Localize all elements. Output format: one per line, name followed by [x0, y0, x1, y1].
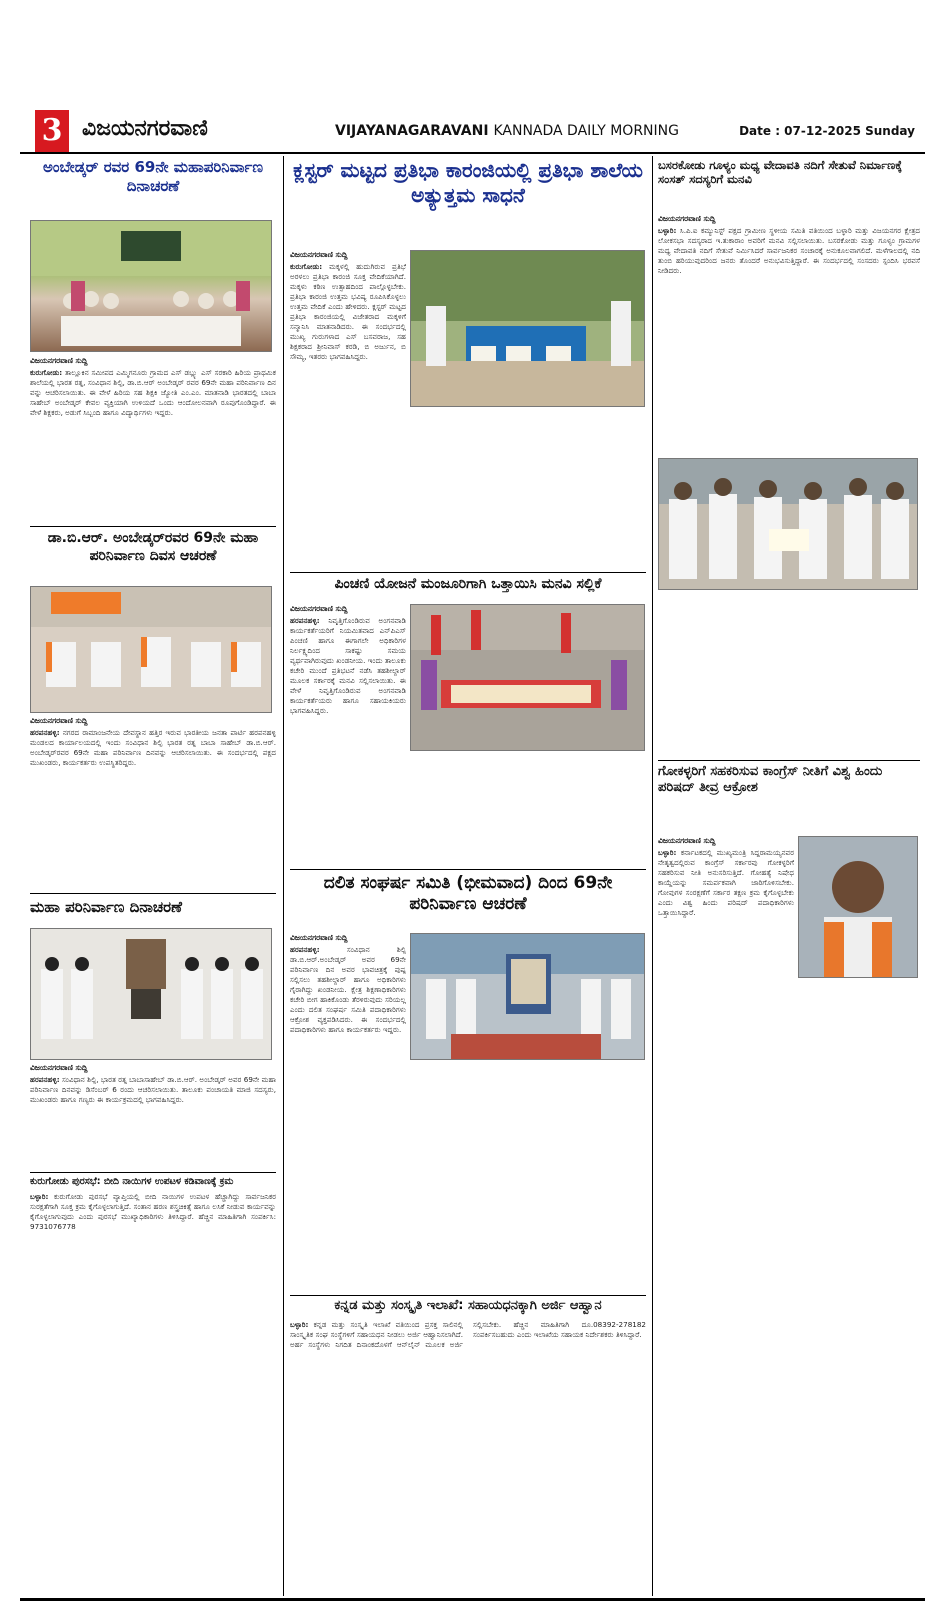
divider: [290, 572, 646, 573]
article-bridge-petition: [658, 158, 920, 758]
masthead-title-english-name: VIJAYANAGARAVANI: [335, 123, 489, 139]
headline: ಕುರುಗೋಡು ಪುರಸಭೆ: ಬೀದಿ ನಾಯಿಗಳ ಉಪಟಳ ಕಡಿವಾಣಕ್ಕೆ ಕ್ರಮ: [30, 1176, 234, 1187]
article-text: ತಾಲ್ಲೂಕಿನ ಸಮೀಪದ ಎಮ್ಮಿಗನೂರು ಗ್ರಾಮದ ಎಸ್ ಡಬ್ಲ್ಯು ಎಸ್ ಸರಕಾರಿ ಹಿರಿಯ ಪ್ರಾಥಮಿಕ ಶಾಲೆಯಲ್ಲಿ ಭಾರತ ರತ್ನ, ಸಂವಿಧಾನ ಶಿಲ್ಪಿ, ಡಾ.ಬಿ.ಆರ್ ಅಂಬೇಡ್ಕರ್ ರವರ 69ನೇ ಮಹಾ ಪರಿನಿರ್ವಾಣ ದಿನ ವನ್ನು ಆಚರಿಸಲಾಯಿತು. ಈ ವೇಳೆ ಹಿರಿಯ ಸಹ ಶಿಕ್ಷಕಿ ಜ್ಯೋತಿ ಎಂ.ಎಂ. ಮಾತನಾಡಿ ಭಾರತದಲ್ಲಿ ಬಾಬಾ ಸಾಹೇಬ್ ಅಂಬೇಡ್ಕರ್ ಕೇವಲ ವ್ಯಕ್ತಿಯಾಗಿ ಉಳಿಯದೆ ಒಂದು ಆಂದೋಲನವಾಗಿ ರೂಪುಗೊಂಡಿದ್ದಾರೆ. ಈ ವೇಳೆ ಶಿಕ್ಷಕರು, ಅಡುಗೆ ಸಿಬ್ಬಂದಿ ಹಾಗೂ ವಿದ್ಯಾರ್ಥಿಗಳು ಇದ್ದರು.: [30, 368, 276, 417]
headline: ಕನ್ನಡ ಮತ್ತು ಸಂಸ್ಕೃತಿ ಇಲಾಖೆ: ಸಹಾಯಧನಕ್ಕಾಗಿ ಅರ್ಜಿ ಆಹ್ವಾನ: [334, 1298, 602, 1313]
article-ambedkar-bjp: [30, 530, 276, 890]
article-pension-petition: [290, 576, 646, 866]
byline: ವಿಜಯನಗರವಾಣಿ ಸುದ್ದಿ: [30, 1063, 88, 1072]
dateline: ಬಳ್ಳಾರಿ:: [658, 848, 677, 857]
dateline: ಬಳ್ಳಾರಿ:: [30, 1191, 49, 1201]
article-body: [30, 728, 276, 768]
article-body: [290, 616, 406, 716]
party-office-image: [31, 587, 271, 712]
article-body: [30, 368, 276, 418]
vhp-leader-photo: [798, 836, 918, 978]
parinirvana-image: [31, 929, 271, 1059]
article-body: [290, 262, 406, 362]
divider: [290, 1295, 646, 1296]
divider: [658, 760, 920, 761]
article-parinirvana: [30, 898, 276, 1168]
article-body: [290, 1320, 646, 1350]
bridge-petition-photo: [658, 458, 918, 590]
dateline: ಬಳ್ಳಾರಿ:: [658, 226, 677, 235]
dateline: ಹರಪನಹಳ್ಳಿ:: [290, 616, 320, 625]
pratibha-karanji-image: [411, 251, 644, 406]
bottom-rule: [20, 1598, 925, 1601]
byline: ವಿಜಯನಗರವಾಣಿ ಸುದ್ದಿ: [658, 214, 716, 223]
column-rule: [652, 156, 653, 1596]
parinirvana-photo: [30, 928, 272, 1060]
headline: ಪಿಂಚಣಿ ಯೋಜನೆ ಮಂಜೂರಿಗಾಗಿ ಒತ್ತಾಯಿಸಿ ಮನವಿ ಸಲ್ಲಿಕೆ: [334, 576, 602, 592]
pension-protest-image: [411, 605, 644, 750]
headline: ಕ್ಲಸ್ಟರ್ ಮಟ್ಟದ ಪ್ರತಿಭಾ ಕಾರಂಜಿಯಲ್ಲಿ ಪ್ರತಿಭಾ ಶಾಲೆಯ ಅತ್ಯುತ್ತಮ ಸಾಧನೆ: [293, 158, 643, 207]
article-body: [290, 945, 406, 1035]
masthead: [20, 110, 925, 152]
divider: [290, 869, 646, 870]
vhp-leader-image: [799, 837, 917, 977]
column-rule: [283, 156, 284, 1596]
pratibha-karanji-photo: [410, 250, 645, 407]
article-text: ನಗರದ ರಾಮಾಂಜನೇಯ ದೇವಸ್ಥಾನ ಹತ್ತಿರ ಇರುವ ಭಾರತೀಯ ಜನತಾ ಪಾರ್ಟಿ ಹರಪನಹಳ್ಳಿ ಮಂಡಲದ ಕಾರ್ಯಾಲಯದಲ್ಲಿ ಇಂದು ಸಂವಿಧಾನ ಶಿಲ್ಪಿ ಭಾರತ ರತ್ನ ಬಾಬಾ ಸಾಹೇಬ್ ಡಾ.ಬಿ.ಆರ್. ಅಂಬೇಡ್ಕರ್‌ರವರ 69ನೇ ಮಹಾ ಪರಿನಿರ್ವಾಣ ದಿನವನ್ನು ಆಚರಿಸಲಾಯಿತು. ಈ ಸಂದರ್ಭದಲ್ಲಿ ಪಕ್ಷದ ಮುಖಂಡರು, ಕಾರ್ಯಕರ್ತರು ಉಪಸ್ಥಿತರಿದ್ದರು.: [30, 728, 276, 767]
byline: ವಿಜಯನಗರವಾಣಿ ಸುದ್ದಿ: [30, 716, 88, 725]
headline: ಮಹಾ ಪರಿನಿರ್ವಾಣ ದಿನಾಚರಣೆ: [30, 898, 183, 916]
article-text: ಕನ್ನಡ ಮತ್ತು ಸಂಸ್ಕೃತಿ ಇಲಾಖೆ ವತಿಯಿಂದ ಪ್ರಸಕ್ತ ಸಾಲಿನಲ್ಲಿ ಸಾಂಸ್ಕೃತಿಕ ಸಂಘ ಸಂಸ್ಥೆಗಳಿಗೆ ಸಹಾಯಧನ ನೀಡಲು ಅರ್ಜಿ ಆಹ್ವಾನಿಸಲಾಗಿದೆ. ಅರ್ಹ ಸಂಸ್ಥೆಗಳು ನಿಗದಿತ ದಿನಾಂಕದೊಳಗೆ ಆನ್‌ಲೈನ್ ಮೂಲಕ ಅರ್ಜಿ ಸಲ್ಲಿಸಬೇಕು. ಹೆಚ್ಚಿನ ಮಾಹಿತಿಗಾಗಿ ದೂ.08392-278182 ಸಂಪರ್ಕಿಸಬಹುದು ಎಂದು ಇಲಾಖೆಯ ಸಹಾಯಕ ನಿರ್ದೇಶಕರು ತಿಳಿಸಿದ್ದಾರೆ.: [290, 1320, 646, 1350]
article-text: ಸಂವಿಧಾನ ಶಿಲ್ಪಿ ಡಾ.ಬಿ.ಆರ್.ಅಂಬೇಡ್ಕರ್ ಅವರ 69ನೇ ಪರಿನಿರ್ವಾಣ ದಿನ ಅವರ ಭಾವಚಿತ್ರಕ್ಕೆ ಪುಷ್ಪ ಸಲ್ಲಿಸಲು ತಹಶೀಲ್ದಾರ್ ಹಾಗೂ ಅಧಿಕಾರಿಗಳು ಗೈರಾಗಿದ್ದು ಖಂಡನೀಯ. ಕ್ಷೇತ್ರ ಶಿಕ್ಷಣಾಧಿಕಾರಿಗಳು ಕಚೇರಿ ಬೀಗ ಹಾಕಿಕೊಂಡು ತೆರಳಿರುವುದು ಸರಿಯಲ್ಲ ಎಂದು ದಲಿತ ಸಂಘರ್ಷ ಸಮಿತಿ ಪದಾಧಿಕಾರಿಗಳು ಆಕ್ರೋಶ ವ್ಯಕ್ತಪಡಿಸಿದರು. ಈ ಸಂದರ್ಭದಲ್ಲಿ ಪದಾಧಿಕಾರಿಗಳು ಹಾಗೂ ಕಾರ್ಯಕರ್ತರು ಇದ್ದರು.: [290, 945, 406, 1034]
dateline: ಹರಪನಹಳ್ಳಿ:: [30, 728, 60, 737]
dateline: ಹರಪನಹಳ್ಳಿ:: [290, 945, 320, 954]
byline: ವಿಜಯನಗರವಾಣಿ ಸುದ್ದಿ: [290, 250, 348, 259]
article-stray-dogs: [30, 1176, 276, 1596]
masthead-title-english: [335, 123, 679, 139]
headline: ಡಾ.ಬಿ.ಆರ್. ಅಂಬೇಡ್ಕರ್‌ರವರ 69ನೇ ಮಹಾ ಪರಿನಿರ್ವಾಣ ದಿವಸ ಆಚರಣೆ: [47, 530, 259, 564]
headline: ಗೋಕಳ್ಳರಿಗೆ ಸಹಕರಿಸುವ ಕಾಂಗ್ರೆಸ್ ನೀತಿಗೆ ವಿಶ್ವ ಹಿಂದು ಪರಿಷದ್ ತೀವ್ರ ಆಕ್ರೋಶ: [658, 764, 883, 796]
byline: ವಿಜಯನಗರವಾಣಿ ಸುದ್ದಿ: [290, 604, 348, 613]
article-dss-parinirvana: [290, 873, 646, 1203]
article-culture-grant: [290, 1298, 646, 1596]
article-text: ಕರ್ನಾಟಕದಲ್ಲಿ ಮುಖ್ಯಮಂತ್ರಿ ಸಿದ್ದರಾಮಯ್ಯನವರ ನೇತೃತ್ವದಲ್ಲಿರುವ ಕಾಂಗ್ರೆಸ್ ಸರ್ಕಾರವು ಗೋಕಳ್ಳರಿಗೆ ಸಹಕರಿಸುವ ನೀತಿ ಅನುಸರಿಸುತ್ತಿದೆ. ಗೋಹತ್ಯೆ ನಿಷೇಧ ಕಾಯ್ದೆಯನ್ನು ಸಮರ್ಪಕವಾಗಿ ಜಾರಿಗೊಳಿಸಬೇಕು. ಗೋವುಗಳ ಸಂರಕ್ಷಣೆಗೆ ಸರ್ಕಾರ ತಕ್ಷಣ ಕ್ರಮ ಕೈಗೊಳ್ಳಬೇಕು ಎಂದು ವಿಶ್ವ ಹಿಂದು ಪರಿಷದ್ ಪದಾಧಿಕಾರಿಗಳು ಒತ್ತಾಯಿಸಿದ್ದಾರೆ.: [658, 848, 794, 917]
school-event-photo: [30, 220, 272, 352]
article-ambedkar-69: [30, 158, 276, 523]
article-text: ನಿವೃತ್ತಿಗೊಂಡಿರುವ ಅಂಗನವಾಡಿ ಕಾರ್ಯಕರ್ತೆಯರಿಗೆ ನಿಯಮಿತವಾದ ಎನ್‌ಪಿಎಸ್ ಪಿಂಚಣಿ ಹಾಗೂ ಈಗಾಗಲೇ ಅಧಿಕಾರಿಗಳ ನಿರ್ಲಕ್ಷ್ಯದಿಂದ ಸಾಕಷ್ಟು ಸಮಯ ವ್ಯರ್ಥವಾಗಿರುವುದು ಖಂಡನೀಯ. ಇಂದು ತಾಲೂಕು ಕಚೇರಿ ಮುಂದೆ ಪ್ರತಿಭಟನೆ ನಡೆಸಿ ತಹಶೀಲ್ದಾರ್ ಮೂಲಕ ಸರ್ಕಾರಕ್ಕೆ ಮನವಿ ಸಲ್ಲಿಸಲಾಯಿತು. ಈ ವೇಳೆ ನಿವೃತ್ತಿಗೊಂಡಿರುವ ಅಂಗನವಾಡಿ ಕಾರ್ಯಕರ್ತೆಯರು ಹಾಗೂ ಸಹಾಯಕಿಯರು ಭಾಗವಹಿಸಿದ್ದರು.: [290, 616, 406, 715]
article-text: ಮಕ್ಕಳಲ್ಲಿ ಹುದುಗಿರುವ ಪ್ರತಿಭೆ ಅರಳಲು ಪ್ರತಿಭಾ ಕಾರಂಜಿ ಸೂಕ್ತ ವೇದಿಕೆಯಾಗಿದೆ. ಮಕ್ಕಳು ಕಠಿಣ ಉತ್ಸಾಹದಿಂದ ಪಾಲ್ಗೊಳ್ಳಬೇಕು. ಪ್ರತಿಭಾ ಕಾರಂಜಿ ಉತ್ತಮ ಭವಿಷ್ಯ ರೂಪಿಸಿಕೊಳ್ಳಲು ಉತ್ತಮ ವೇದಿಕೆ ಎಂದು ಹೇಳಿದರು. ಕ್ಲಸ್ಟರ್ ಮಟ್ಟದ ಪ್ರತಿಭಾ ಕಾರಂಜಿಯಲ್ಲಿ ವಿಜೇತರಾದ ಮಕ್ಕಳಿಗೆ ಸನ್ಮಾನಿಸಿ ಮಾತನಾಡಿದರು. ಈ ಸಂದರ್ಭದಲ್ಲಿ ಮುಖ್ಯ ಗುರುಗಳಾದ ಎಸ್ ಬಸವರಾಜ, ಸಹ ಶಿಕ್ಷಕರಾದ ಶ್ರೀನಿವಾಸ್ ಕರಡಿ, ಬಿ ಅರ್ಜುನ, ಬಿ ಸೌಮ್ಯ, ಇತರರು ಭಾಗವಹಿಸಿದ್ದರು.: [290, 262, 406, 361]
dateline: ಕುರುಗೋಡು:: [290, 262, 323, 271]
bridge-petition-image: [659, 459, 917, 589]
dss-event-photo: [410, 933, 645, 1060]
pension-protest-photo: [410, 604, 645, 751]
masthead-subtitle: KANNADA DAILY MORNING: [493, 123, 679, 139]
masthead-date: Date : 07-12-2025 Sunday: [739, 124, 915, 138]
divider: [30, 526, 276, 527]
article-vhp-protest: [658, 764, 920, 1596]
masthead-rule: [20, 152, 925, 154]
dss-event-image: [411, 934, 644, 1059]
dateline: ಬಳ್ಳಾರಿ:: [290, 1320, 309, 1330]
article-text: ಸಿ.ಪಿ.ಐ ಕಮ್ಯುನಿಸ್ಟ್ ಪಕ್ಷದ ಗ್ರಾಮೀಣ ಸ್ಥಳೀಯ ಸಮಿತಿ ವತಿಯಿಂದ ಬಳ್ಳಾರಿ ಮತ್ತು ವಿಜಯನಗರ ಕ್ಷೇತ್ರದ ಲೋಕಸಭಾ ಸದಸ್ಯರಾದ ಇ.ತುಕಾರಾಂ ಅವರಿಗೆ ಮನವಿ ಸಲ್ಲಿಸಲಾಯಿತು. ಬಸರಕೋಡು ಮತ್ತು ಗೂಳ್ಯಂ ಗ್ರಾಮಗಳ ಮಧ್ಯ ವೇದಾವತಿ ನದಿಗೆ ಸೇತುವೆ ನಿರ್ಮಿಸಿದರೆ ಸಾರ್ವಜನಿಕರ ಸಂಚಾರಕ್ಕೆ ಅನುಕೂಲವಾಗಲಿದೆ. ಮಳೆಗಾಲದಲ್ಲಿ ನದಿ ತುಂಬಿ ಹರಿಯುವುದರಿಂದ ಜನರು ತೊಂದರೆ ಅನುಭವಿಸುತ್ತಿದ್ದಾರೆ. ಈ ಸಂದರ್ಭದಲ್ಲಿ ಸಂಸದರು ಸ್ಪಂದಿಸಿ ಭರವಸೆ ನೀಡಿದರು.: [658, 226, 920, 275]
article-body: [30, 1192, 276, 1232]
divider: [30, 1172, 276, 1173]
byline: ವಿಜಯನಗರವಾಣಿ ಸುದ್ದಿ: [290, 933, 348, 942]
headline: ದಲಿತ ಸಂಘರ್ಷ ಸಮಿತಿ (ಭೀಮವಾದ) ದಿಂದ 69ನೇ ಪರಿನಿರ್ವಾಣ ಆಚರಣೆ: [323, 873, 613, 915]
article-text: ಕುರುಗೋಡು ಪುರಸಭೆ ವ್ಯಾಪ್ತಿಯಲ್ಲಿ ಬೀದಿ ನಾಯಿಗಳ ಉಪಟಳ ಹೆಚ್ಚಾಗಿದ್ದು ಸಾರ್ವಜನಿಕರ ಸುರಕ್ಷತೆಗಾಗಿ ಸೂಕ್ತ ಕ್ರಮ ಕೈಗೊಳ್ಳಲಾಗುತ್ತಿದೆ. ಸಂತಾನ ಹರಣ ಶಸ್ತ್ರಚಿಕಿತ್ಸೆ ಹಾಗೂ ಲಸಿಕೆ ನೀಡುವ ಕಾರ್ಯವನ್ನು ಕೈಗೊಳ್ಳಲಾಗುವುದು ಎಂದು ಪುರಸಭೆ ಮುಖ್ಯಾಧಿಕಾರಿಗಳು ತಿಳಿಸಿದ್ದಾರೆ. ಹೆಚ್ಚಿನ ಮಾಹಿತಿಗಾಗಿ ಸಂಪರ್ಕಿಸಿ: 9731076778: [30, 1191, 276, 1231]
article-text: ಸಂವಿಧಾನ ಶಿಲ್ಪಿ, ಭಾರತ ರತ್ನ ಬಾಬಾಸಾಹೇಬ್ ಡಾ.ಬಿ.ಆರ್. ಅಂಬೇಡ್ಕರ್ ಅವರ 69ನೇ ಮಹಾ ಪರಿನಿರ್ವಾಣ ದಿನವನ್ನು ಡಿಸೆಂಬರ್ 6 ರಂದು ಆಚರಿಸಲಾಯಿತು. ತಾಲೂಕು ಪಂಚಾಯತಿ ಮಾಜಿ ಸದಸ್ಯರು, ಮುಖಂಡರು ಹಾಗೂ ಗಣ್ಯರು ಈ ಕಾರ್ಯಕ್ರಮದಲ್ಲಿ ಭಾಗವಹಿಸಿದ್ದರು.: [30, 1075, 276, 1104]
page-number: 3: [35, 110, 69, 152]
article-body: [658, 848, 794, 918]
article-body: [658, 226, 920, 276]
dateline: ಕುರುಗೋಡು:: [30, 368, 63, 377]
divider: [30, 893, 276, 894]
article-body: [30, 1075, 276, 1105]
byline: ವಿಜಯನಗರವಾಣಿ ಸುದ್ದಿ: [658, 836, 716, 845]
party-office-photo: [30, 586, 272, 713]
byline: ವಿಜಯನಗರವಾಣಿ ಸುದ್ದಿ: [30, 356, 88, 365]
headline: ಬಸರಕೋಡು ಗೂಳ್ಯಂ ಮಧ್ಯ ವೇದಾವತಿ ನದಿಗೆ ಸೇತುವೆ ನಿರ್ಮಾಣಕ್ಕೆ ಸಂಸತ್ ಸದಸ್ಯರಿಗೆ ಮನವಿ: [658, 158, 903, 187]
school-event-image: [31, 221, 271, 351]
dateline: ಹರಪನಹಳ್ಳಿ:: [30, 1075, 60, 1084]
headline: ಅಂಬೇಡ್ಕರ್ ರವರ 69ನೇ ಮಹಾಪರಿನಿರ್ವಾಣ ದಿನಾಚರಣೆ: [43, 158, 263, 195]
masthead-title-kannada: ವಿಜಯನಗರವಾಣಿ: [82, 116, 208, 141]
article-pratibha-karanji: [290, 158, 646, 568]
